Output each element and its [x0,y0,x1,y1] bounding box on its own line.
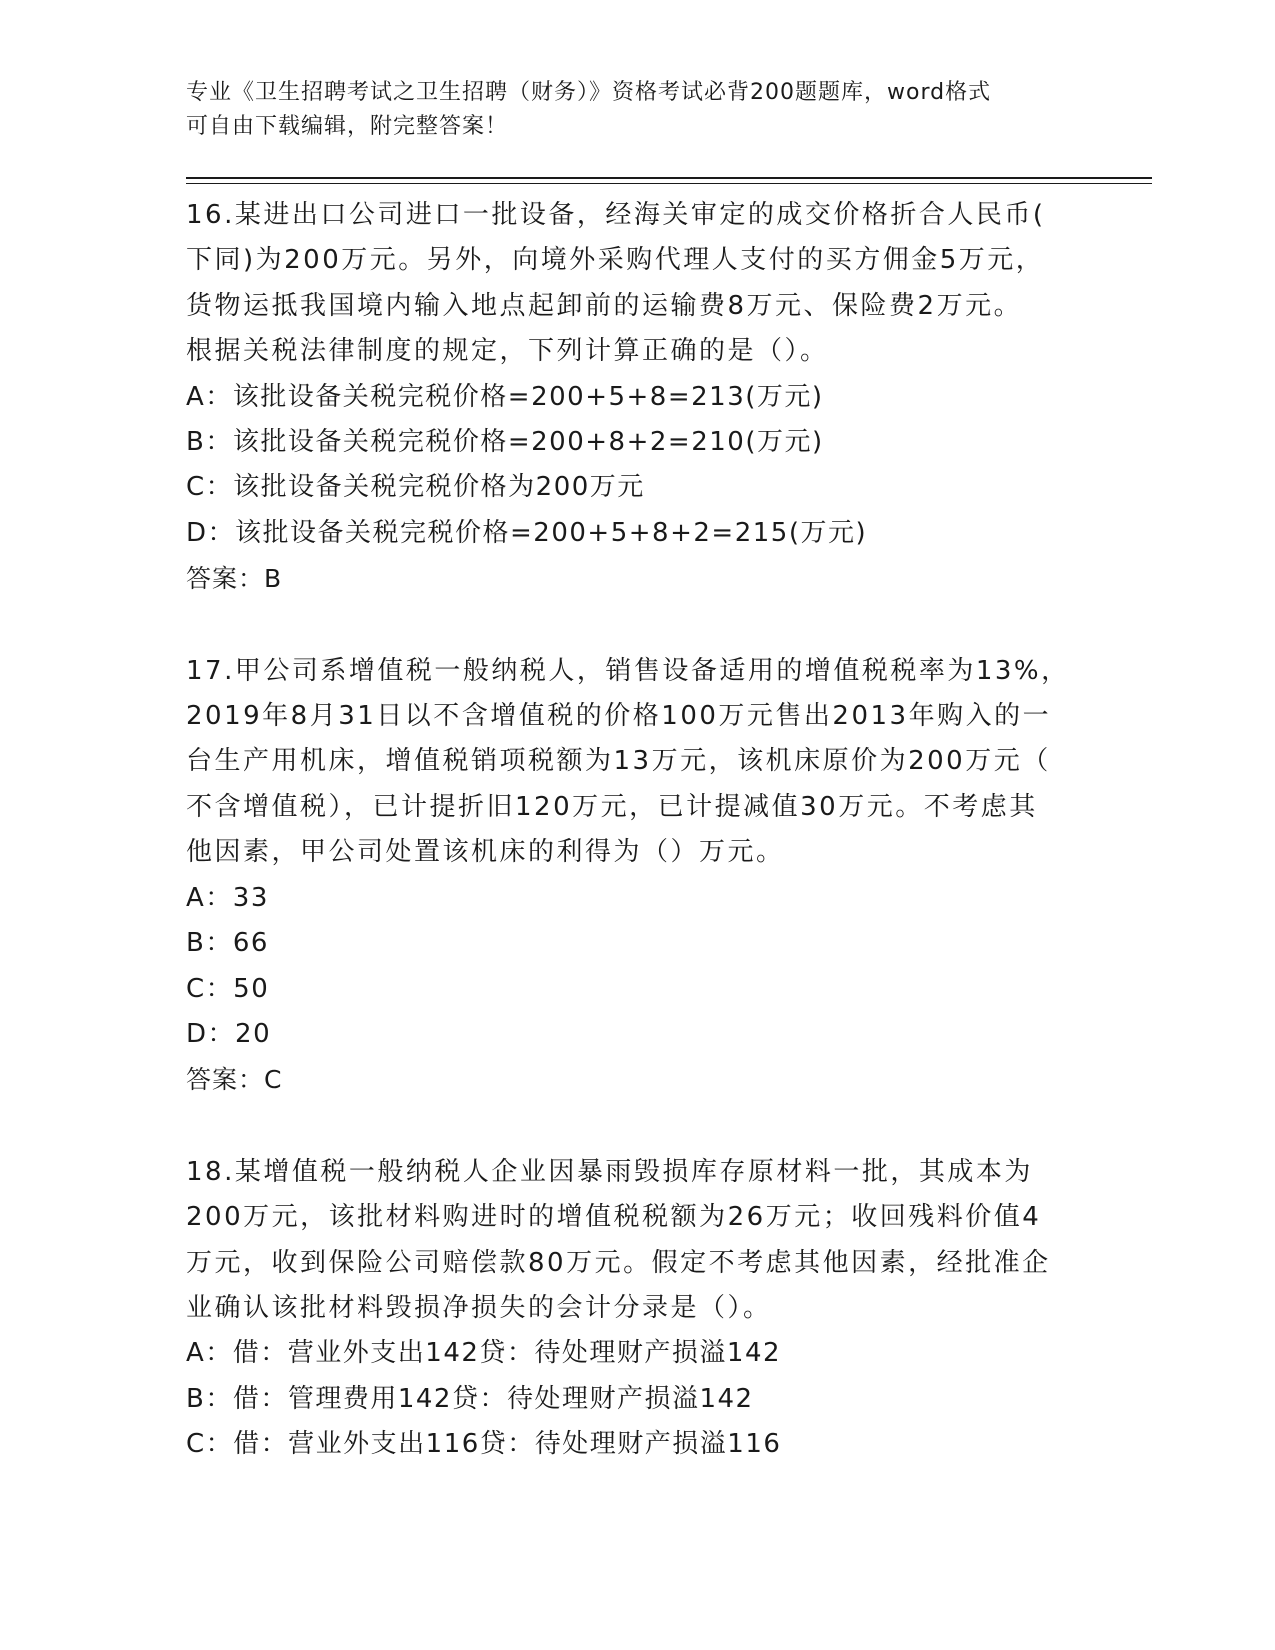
stem-line: 不含增值税），已计提折旧120万元，已计提减值30万元。不考虑其 [186,791,1038,822]
option-b: B：借：管理费用142贷：待处理财产损溢142 [186,1383,754,1414]
stem-line: 200万元，该批材料购进时的增值税税额为26万元；收回残料价值4 [186,1202,1042,1233]
question-stem [186,649,1086,876]
header-divider-thick [186,177,1152,179]
option-a: A：33 [186,882,269,913]
answer: 答案：C [186,1065,283,1095]
option-b: B：66 [186,928,269,959]
stem-line: 17.甲公司系增值税一般纳税人，销售设备适用的增值税税率为13%， [186,655,1070,686]
stem-line: 业确认该批材料毁损净损失的会计分录是（）。 [186,1292,772,1323]
option-d: D：该批设备关税完税价格=200+5+8+2=215(万元) [186,517,868,548]
option-c: C：借：营业外支出116贷：待处理财产损溢116 [186,1429,782,1460]
stem-line: 货物运抵我国境内输入地点起卸前的运输费8万元、保险费2万元。 [186,290,1023,321]
stem-line: 下同)为200万元。另外，向境外采购代理人支付的买方佣金5万元， [186,245,1045,276]
stem-line: 根据关税法律制度的规定，下列计算正确的是（）。 [186,336,829,367]
stem-line: 他因素，甲公司处置该机床的利得为（）万元。 [186,837,785,868]
header-title-line-2: 可自由下载编辑，附完整答案！ [186,114,509,139]
question-stem [186,1150,1086,1332]
question-18 [186,1150,1086,1468]
header-divider-thin [186,183,1152,184]
stem-line: 台生产用机床，增值税销项税额为13万元，该机床原价为200万元（ [186,746,1051,777]
question-16 [186,193,1086,602]
stem-line: 万元，收到保险公司赔偿款80万元。假定不考虑其他因素，经批准企 [186,1247,1051,1278]
question-stem [186,193,1086,375]
question-list [186,193,1086,1515]
option-d: D：20 [186,1018,272,1049]
option-c: C：50 [186,973,270,1004]
option-a: A：借：营业外支出142贷：待处理财产损溢142 [186,1338,782,1369]
stem-line: 2019年8月31日以不含增值税的价格100万元售出2013年购入的一 [186,701,1052,732]
question-17 [186,649,1086,1103]
option-c: C：该批设备关税完税价格为200万元 [186,472,645,503]
document-header [186,76,1066,144]
stem-line: 18.某增值税一般纳税人企业因暴雨毁损库存原材料一批，其成本为 [186,1156,1033,1187]
stem-line: 16.某进出口公司进口一批设备，经海关审定的成交价格折合人民币( [186,200,1046,230]
answer: 答案：B [186,564,283,594]
option-a: A：该批设备关税完税价格=200+5+8=213(万元) [186,381,824,412]
header-title-line-1: 专业《卫生招聘考试之卫生招聘（财务）》资格考试必背200题题库，word格式 [186,80,992,105]
option-b: B：该批设备关税完税价格=200+8+2=210(万元) [186,427,824,458]
